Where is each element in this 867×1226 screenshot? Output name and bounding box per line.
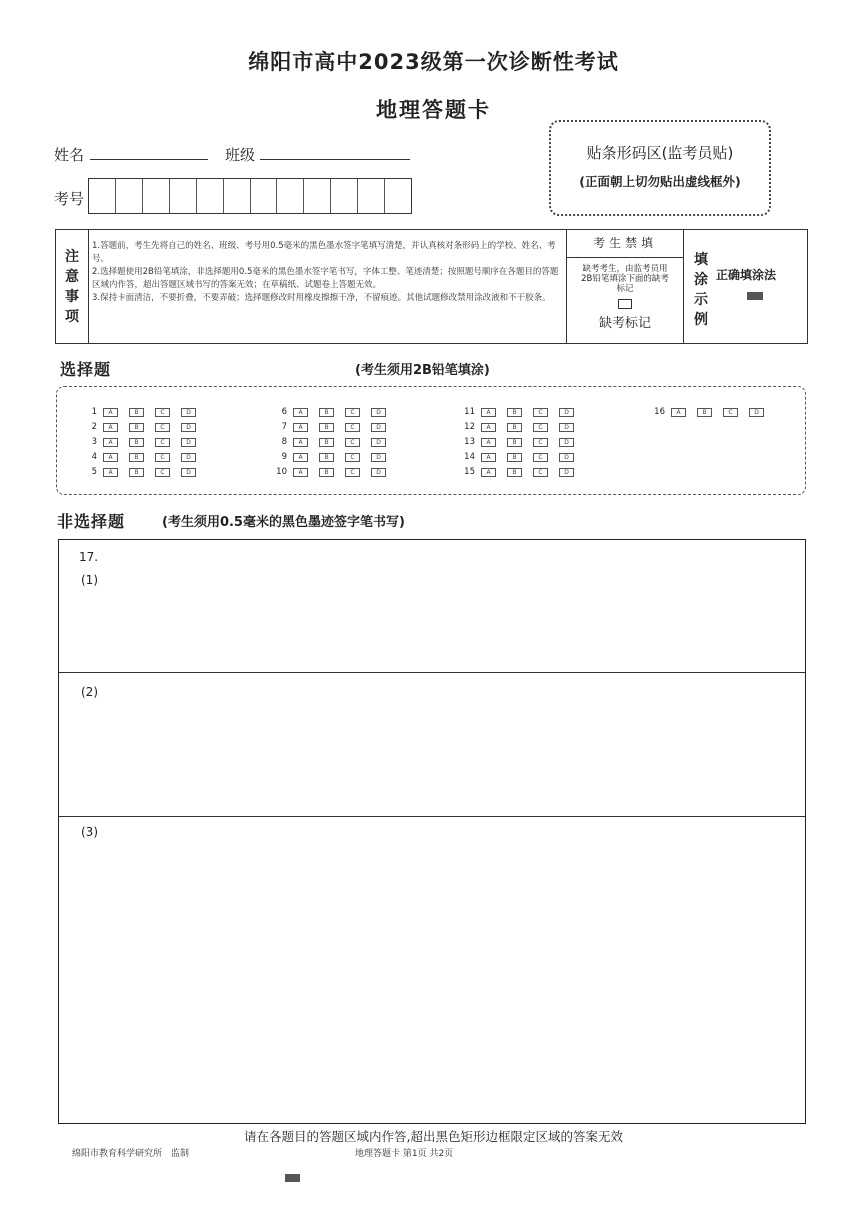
mcq-question-number: 15 xyxy=(464,467,475,477)
barcode-note: (正面朝上切勿贴出虚线框外) xyxy=(579,174,741,189)
mcq-option-bubble[interactable]: A xyxy=(293,423,308,432)
mcq-option-bubble[interactable]: D xyxy=(559,438,574,447)
open-note: (考生须用0.5毫米的黑色墨迹签字笔书写) xyxy=(162,515,405,530)
mcq-question xyxy=(269,422,397,432)
mcq-question xyxy=(79,407,207,417)
mcq-question-number: 13 xyxy=(464,437,475,447)
mcq-option-bubble[interactable]: D xyxy=(559,423,574,432)
absent-checkbox[interactable] xyxy=(618,299,632,309)
exam-no-grid[interactable] xyxy=(88,178,412,214)
mcq-question xyxy=(79,422,207,432)
mcq-question xyxy=(457,452,585,462)
mcq-question xyxy=(647,407,775,417)
mcq-option-bubble[interactable]: B xyxy=(507,453,522,462)
notice-items xyxy=(92,240,564,305)
fill-example-label: 正确填涂法 xyxy=(716,268,777,282)
absent-section xyxy=(566,230,684,343)
mcq-option-bubble[interactable]: B xyxy=(697,408,712,417)
mcq-option-bubble[interactable]: A xyxy=(293,438,308,447)
mcq-option-bubble[interactable]: B xyxy=(507,408,522,417)
mcq-option-bubble[interactable]: D xyxy=(371,438,386,447)
mcq-option-bubble[interactable]: C xyxy=(533,423,548,432)
answer-area[interactable] xyxy=(58,539,806,1124)
mcq-question-number: 16 xyxy=(654,407,665,417)
notice-heading: 注 意 事 项 xyxy=(56,230,89,343)
mcq-option-bubble[interactable]: D xyxy=(181,423,196,432)
mcq-option-bubble[interactable]: B xyxy=(319,423,334,432)
mcq-option-bubble[interactable]: B xyxy=(507,423,522,432)
mcq-question xyxy=(79,437,207,447)
mcq-option-bubble[interactable]: A xyxy=(103,408,118,417)
barcode-area xyxy=(549,120,771,216)
mcq-question-number: 9 xyxy=(281,452,287,462)
part-label: (2) xyxy=(81,685,98,699)
mcq-option-bubble[interactable]: D xyxy=(371,453,386,462)
mcq-option-bubble[interactable]: D xyxy=(181,438,196,447)
mcq-option-bubble[interactable]: C xyxy=(155,468,170,477)
barcode-title: 贴条形码区(监考员贴) xyxy=(586,144,734,162)
mcq-option-bubble[interactable]: A xyxy=(293,408,308,417)
mcq-question xyxy=(457,407,585,417)
mcq-option-bubble[interactable]: C xyxy=(155,438,170,447)
notice-panel xyxy=(55,229,808,344)
mcq-option-bubble[interactable]: C xyxy=(533,438,548,447)
mcq-question-number: 5 xyxy=(91,467,97,477)
mcq-option-bubble[interactable]: C xyxy=(723,408,738,417)
part-divider xyxy=(59,672,805,673)
mcq-option-bubble[interactable]: A xyxy=(103,468,118,477)
mcq-question xyxy=(269,437,397,447)
mcq-option-bubble[interactable]: A xyxy=(481,408,496,417)
mcq-option-bubble[interactable]: D xyxy=(181,453,196,462)
mcq-option-bubble[interactable]: C xyxy=(533,468,548,477)
absent-text: 缺考考生，由监考员用2B铅笔填涂下面的缺考标记 xyxy=(581,264,669,294)
mcq-question-number: 12 xyxy=(464,422,475,432)
mcq-title: 选择题 xyxy=(60,360,112,379)
mcq-option-bubble[interactable]: C xyxy=(345,408,360,417)
mcq-option-bubble[interactable]: C xyxy=(155,453,170,462)
mcq-question-number: 3 xyxy=(91,437,97,447)
class-label: 班级 xyxy=(225,146,256,164)
part-label: (3) xyxy=(81,825,98,839)
mcq-question xyxy=(457,437,585,447)
mcq-option-bubble[interactable]: C xyxy=(533,408,548,417)
mcq-question xyxy=(79,467,207,477)
part-divider xyxy=(59,816,805,817)
mcq-option-bubble[interactable]: B xyxy=(319,453,334,462)
absent-mark-label: 缺考标记 xyxy=(598,316,651,331)
mcq-option-bubble[interactable]: B xyxy=(319,408,334,417)
open-title: 非选择题 xyxy=(57,512,126,531)
mcq-option-bubble[interactable]: A xyxy=(103,438,118,447)
mcq-note: (考生须用2B铅笔填涂) xyxy=(355,363,490,378)
mcq-option-bubble[interactable]: B xyxy=(319,468,334,477)
mcq-option-bubble[interactable]: C xyxy=(345,438,360,447)
mcq-question-number: 14 xyxy=(464,452,475,462)
mcq-option-bubble[interactable]: D xyxy=(749,408,764,417)
mcq-question-number: 10 xyxy=(276,467,287,477)
mcq-option-bubble[interactable]: D xyxy=(371,408,386,417)
mcq-option-bubble[interactable]: D xyxy=(181,468,196,477)
page-subtitle: 地理答题卡 xyxy=(376,98,491,122)
mcq-option-bubble[interactable]: A xyxy=(293,468,308,477)
name-label: 姓名 xyxy=(54,146,85,164)
fill-example-swatch xyxy=(747,292,763,300)
footer-page: 地理答题卡 第1页 共2页 xyxy=(355,1149,454,1159)
class-field[interactable] xyxy=(260,158,410,160)
absent-title: 考生禁填 xyxy=(567,230,683,258)
mcq-option-bubble[interactable]: A xyxy=(293,453,308,462)
mcq-option-bubble[interactable]: B xyxy=(129,438,144,447)
mcq-option-bubble[interactable]: A xyxy=(481,453,496,462)
mcq-option-bubble[interactable]: B xyxy=(129,423,144,432)
part-label: (1) xyxy=(81,573,98,587)
mcq-option-bubble[interactable]: D xyxy=(371,423,386,432)
mcq-question-number: 1 xyxy=(91,407,97,417)
mcq-option-bubble[interactable]: B xyxy=(129,408,144,417)
page-title: 绵阳市高中2023级第一次诊断性考试 xyxy=(248,50,619,74)
mcq-option-bubble[interactable]: C xyxy=(533,453,548,462)
mcq-option-bubble[interactable]: D xyxy=(559,453,574,462)
mcq-option-bubble[interactable]: D xyxy=(371,468,386,477)
mcq-option-bubble[interactable]: B xyxy=(129,468,144,477)
notice-item: 1.答题前，考生先将自己的姓名、班级、考号用0.5毫米的黑色墨水签字笔填写清楚，并认真核对条形码上的学校、姓名、考号。 xyxy=(92,241,556,264)
mcq-option-bubble[interactable]: D xyxy=(181,408,196,417)
mcq-option-bubble[interactable]: D xyxy=(559,408,574,417)
footer-warning: 请在各题目的答题区域内作答,超出黑色矩形边框限定区域的答案无效 xyxy=(244,1129,623,1144)
mcq-grid xyxy=(56,386,806,495)
notice-item: 3.保持卡面清洁，不要折叠，不要弄破；选择题修改时用橡皮擦擦干净，不留痕迹。其他试题修改禁用涂改液和不干胶条。 xyxy=(92,293,551,303)
mcq-question-number: 2 xyxy=(91,422,97,432)
mcq-option-bubble[interactable]: C xyxy=(345,468,360,477)
mcq-option-bubble[interactable]: A xyxy=(481,468,496,477)
mcq-question-number: 11 xyxy=(464,407,475,417)
mcq-option-bubble[interactable]: B xyxy=(319,438,334,447)
mcq-question-number: 8 xyxy=(281,437,287,447)
mcq-question xyxy=(269,467,397,477)
question-number: 17. xyxy=(79,550,99,564)
alignment-mark xyxy=(285,1174,300,1182)
fill-example-section xyxy=(684,230,807,343)
fill-heading: 填 涂 示 例 xyxy=(694,252,708,328)
mcq-question xyxy=(269,452,397,462)
footer-org: 绵阳市教育科学研究所 监制 xyxy=(72,1149,190,1159)
mcq-question xyxy=(457,467,585,477)
mcq-question-number: 6 xyxy=(281,407,287,417)
mcq-question xyxy=(269,407,397,417)
mcq-option-bubble[interactable]: A xyxy=(103,423,118,432)
mcq-option-bubble[interactable]: A xyxy=(481,423,496,432)
mcq-option-bubble[interactable]: B xyxy=(507,438,522,447)
mcq-question-number: 4 xyxy=(91,452,97,462)
mcq-option-bubble[interactable]: B xyxy=(129,453,144,462)
mcq-option-bubble[interactable]: C xyxy=(345,423,360,432)
mcq-option-bubble[interactable]: C xyxy=(155,423,170,432)
notice-item: 2.选择题使用2B铅笔填涂，非选择题用0.5毫米的黑色墨水签字笔书写，字体工整、笔迹清楚；按照题号顺序在各题目的答题区域内作答，超出答题区域书写的答案无效；在草稿纸、试题卷上答题无效。 xyxy=(92,267,559,290)
mcq-option-bubble[interactable]: C xyxy=(345,453,360,462)
mcq-option-bubble[interactable]: B xyxy=(507,468,522,477)
exam-no-label: 考号 xyxy=(54,190,85,208)
mcq-option-bubble[interactable]: A xyxy=(481,438,496,447)
mcq-option-bubble[interactable]: A xyxy=(103,453,118,462)
mcq-question xyxy=(457,422,585,432)
mcq-option-bubble[interactable]: C xyxy=(155,408,170,417)
mcq-option-bubble[interactable]: D xyxy=(559,468,574,477)
name-field[interactable] xyxy=(90,158,208,160)
mcq-option-bubble[interactable]: A xyxy=(671,408,686,417)
mcq-question xyxy=(79,452,207,462)
mcq-question-number: 7 xyxy=(281,422,287,432)
